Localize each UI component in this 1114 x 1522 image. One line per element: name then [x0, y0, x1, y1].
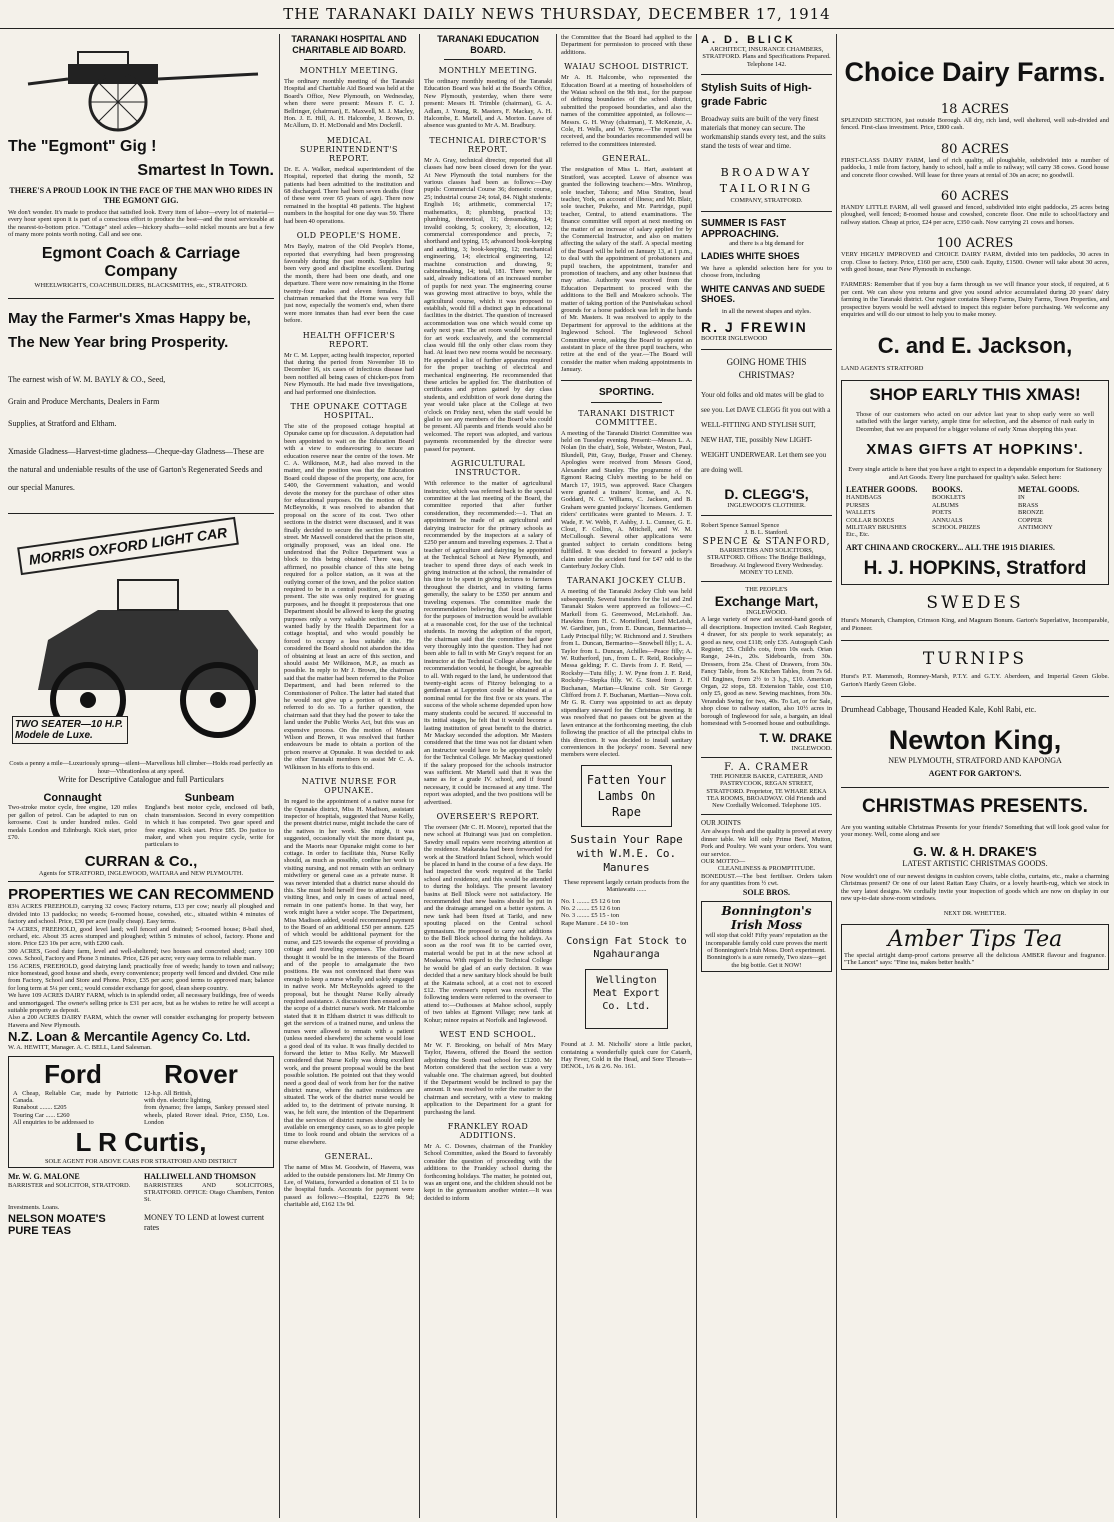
category-head: LEATHER GOODS. [846, 484, 918, 494]
morris-banner: MORRIS OXFORD LIGHT CAR [17, 517, 239, 575]
bayly-line: Grain and Produce Merchants, Dealers in Farm [8, 397, 160, 407]
ladies-head: LADIES WHITE SHOES [701, 251, 800, 262]
column-rule [419, 34, 420, 1518]
jackson-sub: LAND AGENTS STRATFORD [841, 364, 924, 372]
egmont-headline: The "Egmont" Gig ! [8, 138, 157, 155]
category-item: BOOKLETS [932, 494, 966, 502]
swedes-body: Hurst's Monarch, Champion, Crimson King, and Magnum Bonum. Garton's Superlative, Incomparable, and Pioneer. [841, 617, 1109, 632]
farm-body: HANDY LITTLE FARM, all well grassed and fenced, subdivided into eight paddocks, 25 acres being ploughed, well fenced; 8-roomed house and cowshed, concrete floor. One mile to school/factory and railway station. Cheap at price, £24 per acre, £350 cash. Now carrying 21 cows and horses. [841, 204, 1109, 226]
section-head: TECHNICAL DIRECTOR'S REPORT. [429, 135, 547, 154]
investments-line: Investments. Loans. [8, 1203, 60, 1211]
cramer-name: F. A. CRAMER [724, 761, 809, 773]
fatten-ad: Fatten Your Lambs On Rape [586, 772, 667, 819]
frewin-sub: BOOTER INGLEWOOD [701, 335, 768, 343]
section-head: OLD PEOPLE'S HOME. [296, 231, 402, 241]
farmers-note: FARMERS: Remember that if you buy a farm through us we will finance your stock, if required, at 6 per cent. We can show you returns and give you sound advice accumulated during 20 years' dairy farming in the Taranaki district. Our register contains Sheep Farms, Dairy Farms, Town Properties, and prospective buyers would be well advised to inspect this register before purchasing. We welcome any enquiries and will do our utmost to help you to make money. [841, 281, 1109, 319]
category-item: PURSES [846, 501, 870, 509]
swedes-head: SWEDES [926, 593, 1024, 614]
property-item: 300 ACRES, Good dairy farm, level and well-sheltered; two houses and concreted shed; carry 100 cows. School, Factory and Phone 3 minutes. Price, £26 per acre; very easy terms to reliable man. [8, 947, 274, 963]
stylish-body: Broadway suits are built of the very finest materials that money can secure. The workmanship stands every test, and the suits stand the tests of wear and time. [701, 115, 826, 151]
article-paragraph: The overseer (Mr C. H. Moore), reported that the new school at Huirangi was just on completion. Sawdry small repairs were receiving attention at the residence. Makaraka had been forwarded for work at the Stratford Infant School, which would be placed in hand in the course of a few days. He had inspected the work required at the Tariki school and residence, and this would be attended to during the holidays. The present lavatory basins at Bell Block were not satisfactory. He recommended that new basins should be put in and the drainage arranged on a better system. A new tank had been fixed at Tariki, and new spouting placed on the Central school gymnasium. He proposed to carry out additions to the Bell Block school during the holidays. As soon as the roof was fit to be carried over, material would be put in at the new school at Moakaroa. With regard to the Technical College he would be glad of an early decision. It was decided that a new sanitary block should be built at the Kaimata school, at a cost not to exceed £12. The overseer's report was received. The following tenders were referred to the overseer to attend to:—Outhouses at Mahoe school, supply of two tables at Egmont Village; new tank at Kohur; minor repairs at Norfolk and Inglewood. [424, 823, 552, 1024]
article-paragraph: Mr A. C. Downes, chairman of the Frankley School Committee, asked the Board to favorably consider the question of proceeding with the additions to the Frankley school during the forthcoming holidays. The matter, he pointed out, was an urgent one, and the children should not be kept in the gymnasium another winter.—It was decided to inform [424, 1143, 552, 1202]
price-row: No. 1 ........ £5 12 6 ton [561, 897, 621, 905]
canvas-head: WHITE CANVAS AND SUEDE SHOES. [701, 283, 826, 304]
drake-sub: INGLEWOOD. [791, 745, 832, 753]
exchange-name: Exchange Mart, [714, 592, 819, 609]
bayly-line: The earnest wish of W. M. BAYLY & CO., Seed, [8, 375, 166, 385]
section-head: THE OPUNAKE COTTAGE HOSPITAL. [290, 402, 408, 420]
connaught-head: Connaught [43, 792, 102, 805]
curtis-sub: SOLE AGENT FOR ABOVE CARS FOR STRATFORD AND DISTRICT [45, 1157, 237, 1165]
drakes-sub: LATEST ARTISTIC CHRISTMAS GOODS. [902, 859, 1048, 869]
art-line: ART CHINA AND CROCKERY... ALL THE 1915 DIARIES. [846, 542, 1055, 552]
farm-head: 18 ACRES [940, 102, 1010, 117]
category-item: HANDBAGS [846, 494, 882, 502]
section-head: WEST END SCHOOL. [439, 1029, 537, 1039]
sunbeam-body: England's best motor cycle, enclosed oil bath, chain transmission. Second in every competition in which it has competed. Two gear speed and free engine. Kick start. Price £85. Do justice to maker, and when you require cycle, write for particulars to [145, 804, 274, 849]
price-row: Rape Manure . £4 10 - ton [561, 919, 629, 927]
drake-name: T. W. DRAKE [759, 731, 832, 746]
gifts-body: Every single article is here that you have a right to expect in a dependable emporium for Stationery and Art Goods. Every line purchased for quality's sake. Select here: [848, 466, 1102, 481]
nz-loan-sub: W. A. HEWITT, Manager. A. C. BELL, Land Salesman. [8, 1044, 152, 1052]
gifts-head: XMAS GIFTS AT HOPKINS'. [866, 441, 1084, 459]
category-item: Etc., Etc. [846, 531, 870, 539]
newest-line: in all the newest shapes and styles. [722, 307, 811, 315]
bonedust-line: BONEDUST.—The best fertiliser. Orders taken for any quantities from ½ cwt. [701, 872, 832, 888]
egmont-company: Egmont Coach & Carriage Company [41, 244, 241, 280]
malone-name: Mr. W. G. MALONE [8, 1172, 80, 1182]
section-head: MONTHLY MEETING. [299, 66, 399, 75]
property-item: 156 ACRES, FREEHOLD, good dairying land; practically free of weeds; handy to town and railway; nice homestead, good house and sheds, every convenience; property well fenced and divided. One mile from Factory, School and Store and Phone. Price, £35 per acre; good terms to approved man; balance for long term at 5¼ per cent.; would consider exchange for good, clean sheep country. [8, 962, 274, 992]
bayly-line: Supplies, at Stratford and Eltham. [8, 419, 117, 429]
money-to-lend: MONEY TO LEND at lowest current rates [144, 1213, 265, 1232]
category-item: COLLAR BOXES [846, 516, 895, 524]
section-head: HEALTH OFFICER'S REPORT. [302, 330, 396, 349]
category-item: ANTIMONY [1018, 524, 1053, 532]
category-item: ALBUMS [932, 501, 959, 509]
shop-early-body: Those of our customers who acted on our advice last year to shop early were so well satisfied with the larger variety, ample time for selection, and the absence of rush early in December, that we are prepared for a bigger volume of early Xmas shopping this year. [856, 410, 1094, 433]
farm-head: 80 ACRES [940, 141, 1010, 157]
rover-line: with dyn. electric lighting, [144, 1097, 212, 1104]
farm-body: FIRST-CLASS DAIRY FARM, land of rich quality, all ploughable, subdivided into a number of paddocks, 1 mile from factory, handy to school, half a mile to railway; will carry 38 cows. Good house and concrete floor cowshed. Will lease for three years at rental of 30s an acre; no goodwill. [841, 156, 1109, 179]
farm-body: VERY HIGHLY IMPROVED and CHOICE DAIRY FARM, divided into ten paddocks, 30 acres in crop. Close to factory. Price, £160 per acre, £500 cash. Equity, £1500. Owner will take about 30 acres, with good house, near New Plymouth in exchange. [841, 251, 1109, 274]
gig-illustration [8, 34, 274, 134]
rover-line: 12-h.p. All British, [144, 1089, 193, 1097]
xmas-headline: May the Farmer's Xmas Happy be, The New Year bring Prosperity. [8, 310, 251, 352]
article-paragraph: The site of the proposed cottage hospital at Opunake came up for discussion. A deputation had been appointed to wait on the Education Board with a view to endeavouring to secure an education reserve near the centre of the town. Mr C. A. Wilkinson, M.P., had also moved in the matter, and the position was that the Education Board could dispose of the property, one acre, for £400, the Government valuation, and would devote the money for the purchase of other sites for educational purposes. On the motion of Mr McBeynolds, it was resolved to abandon that proposal on the score of its cost. Two other sections in the district were discussed, and it was finally decided to secure the section in Domett street. Mr Maxwell considered that the prison site, originally proposed, was an ideal one. He understood that the Police Department was a block to this being obtained. There was, he affirmed, no possible chance of this site being required for a police station, as it was at the outlying corner of the town, and the police station required to be in a central position, as it was at present. The site was only required for grazing purposes, and he thought it preposterous that one Department should be allowed to keep the grazing purposes only a very valuable section, that was wanted badly by the Health Department for a cottage hospital, and who would possibly be forced to occupy a less suitable site. He considered the Board should not abandon the idea of obtaining at least an acre of this section, and should assist Mr Wilkinson, M.P., as much as possible. In reply to Mr J. Brown, the chairman said that the matter had been referred to the Police Department, and had been referred to the Commissioner of Police. The latter had stated that he would not give up a portion of it without referred to do so. To a further question, the chairman said that they had the power to take the land under the Public Works Act, but this was an expensive process. On the motion of Messrs Wilson and Brown, it was resolved that further endeavours be made to obtain a portion of the prison reserve at Opunake. It was decided to ask the other Taranaki members to assist Mr C. A. Wilkinson in his efforts to this end. [284, 423, 414, 771]
cramer-sub: THE PIONEER BAKER, CATERER, AND PASTRYCOOK, REGAN STREET, STRATFORD. Proprietor, TE WHARE REKA TEA ROOMS, BROADWAY. Old Friends and New Cordially Welcomed. Telephone 105. [706, 772, 827, 810]
section-head: FRANKLEY ROAD ADDITIONS. [447, 1122, 529, 1140]
category-head: BOOKS. [932, 484, 963, 494]
curtis-name: L R Curtis, [75, 1126, 207, 1157]
morris-cta: Write for Descriptive Catalogue and full Particulars [58, 774, 224, 784]
section-head: AGRICULTURAL INSTRUCTOR. [450, 459, 526, 478]
motto-body: CLEANLINESS & PROMPTITUDE. [717, 865, 816, 873]
category-item: MILITARY BRUSHES [846, 524, 907, 532]
property-item: 74 ACRES, FREEHOLD, good level land; well fenced and drained; 5-roomed house; 8-bail shed, orchard, etc. About 35 acres stumped and ploughed; within 5 minutes of school, factory. Phone and store. Price £23 10s per acre, with £200 cash. [8, 925, 274, 948]
clegg-name: D. CLEGG'S, [724, 485, 809, 502]
drumhead-line: Drumhead Cabbage, Thousand Headed Kale, Kohl Rabi, etc. [841, 705, 1037, 714]
category-item: ANNUALS [932, 516, 963, 524]
morris-body: Costs a penny a mile—Luxuriously sprung—silent—Marvellous hill climber—Holds road perfectly an hour—Vibrationless at any speed. [9, 760, 273, 775]
turnips-body: Hurst's P.T. Mammoth, Romney-Marsh, P.T.Y. and G.T.Y. Aberdeen, and Imperial Green Globe. Garton's Hardy Green Globe. [841, 673, 1109, 688]
section-head: WAIAU SCHOOL DISTRICT. [564, 62, 689, 72]
article-paragraph: A meeting of the Taranaki Jockey Club was held subsequently. Several transfers for the 1st and 2nd Taranaki Stakes were approved as follows:—C. Markell from G. Greenwood, McLeishoff. Jas. Hawkins from H. C. Mortelford, Lord McLeish, W. Gardiner, jun., from E. Duncan, Benmarino—Lady Principal filly; W. Richmond and J. Struthers from L. Duncan, Bermarino—Snowbell filly; L. A. Taylor from L. Duncan, Achilles—Peace filly; A. W. Rutherford, jun., from L. F. Reid, Rocksby—Messa gelding; F. C. Davis from J. F. Reid, —Rocksby—Tutu filly; J. W. Pyne from J. F. Reid, Rocksby—Siepka filly. W. G. Steed from J. F. Buchanan, Martian—Ukraine colt. Sir George Clifford from J. F. Buchanan, Martian—Nova colt. Mr G. R. Curry was appointed to act as deputy stipendiary steward for the Christmas meeting. It was resolved that no passes out be given at the lawn entrance at the forthcoming meeting, the club following the practice of all the principal clubs in this direction. It was decided to install sanitary conveniences in the jockeys' room. Several new members were elected. [561, 588, 692, 759]
choice-head: Choice Dairy Farms. [844, 57, 1106, 87]
section-head: GENERAL. [602, 154, 651, 164]
section-head: TARANAKI JOCKEY CLUB. [566, 576, 687, 586]
going-body: Your old folks and old mates will be glad to see you. Let DAVE CLEGG fit you out with a WELL-FITTING AND STYLISH SUIT, NEW HAT, TIE, possibly New LIGHT-WEIGHT UNDERWEAR. Let them see you are doing well. [701, 390, 831, 474]
newton-sub: NEW PLYMOUTH, STRATFORD AND KAPONGA [888, 755, 1062, 765]
sporting-head: SPORTING. [598, 386, 654, 398]
summer-head: SUMMER IS FAST APPROACHING. [701, 217, 787, 240]
egmont-tagline: THERE'S A PROUD LOOK IN THE FACE OF THE MAN WHO RIDES IN THE EGMONT GIG. [9, 186, 273, 205]
frewin-name: R. J FREWIN [701, 319, 808, 336]
hopkins-name: H. J. HOPKINS, Stratford [863, 558, 1087, 580]
egmont-trades: WHEELWRIGHTS, COACHBUILDERS, BLACKSMITHS, etc., STRATFORD. [34, 281, 248, 289]
property-item: Also a 200 ACRES DAIRY FARM, which the owner will consider exchanging for property between Hawera and New Plymouth. [8, 1014, 274, 1029]
whetter-line: NEXT DR. WHETTER. [943, 910, 1007, 918]
rover-line: from dynamo; five lamps, Sankey pressed steel wheels, plated Rover ideal. Price, £350, Los. London [144, 1104, 269, 1127]
spence-jb: J. B. L. Stanford. [744, 529, 789, 537]
amber-name: Amber Tips Tea [887, 926, 1063, 952]
spence-name: SPENCE & STANFORD, [702, 536, 831, 547]
motto-head: OUR MOTTO— [701, 857, 746, 865]
curran-name: CURRAN & Co., [84, 852, 198, 870]
ford-line: All enquiries to be addressed to [13, 1119, 94, 1127]
christmas-head: CHRISTMAS PRESENTS. [862, 795, 1088, 817]
jackson-name: C. and E. Jackson, [877, 332, 1073, 358]
newton-name: Newton King, [888, 724, 1062, 755]
column-sporting [561, 34, 692, 1518]
article-paragraph: The name of Miss M. Goodwin, of Hawera, was added to the outside pensioners list. Mr Jimmy On Lee, of Waitara, forwarded a donation of £1 1s to the hospital funds. Accounts for payment were passed as follows:—Hospital, £2276 8s 9d; charitable aid, £162 13s 9d. [284, 1164, 414, 1209]
newton-agent: AGENT FOR GARTON'S. [928, 769, 1022, 778]
sustain-ad: Sustain Your Rape with W.M.E. Co. Manures [570, 832, 683, 874]
article-paragraph: A meeting of the Taranaki District Committee was held on Tuesday evening. Present:—Messrs L. A. Nolan (in the chair), Sole, Webster, Weston, Paul, Blundell, Pitt, Gray, Budge, Fraser and Cheney. Apologies were received from Messrs Good, Alexander and Stanley. The programme of the Egmont Racing Club's meeting to be held on March 17, 1915, was approved. Race Chargers were granted a trainers' license, and A. N. Goddard, N. C. Williams, C. Jackson, and B. Graham were granted jockeys' licenses. Gentlemen riders' certificates were granted to Messrs. J. T. Wade, F. W. Webb, F. Ashby, J. L. Cumner, G. E. Clout, F. Collins, A. Mitchell, and W. M. McCullough. Several other applications were granted subject to certain conditions being fulfilled. It was decided to forward a jockey's claim under the accident fund for £47 odd to the Canterbury Jockey Club. [561, 429, 692, 570]
article-paragraph: Mr C. M. Lepper, acting health inspector, reported that during the period from November 18 to December 16, six cases of infectious disease had been notified all being cases of chicken-pox from New Plymouth. He had made five investigations, and had performed one disinfection. [284, 351, 414, 396]
curran-sub: Agents for STRATFORD, INGLEWOOD, WAITARA and NEW PLYMOUTH. [38, 869, 244, 877]
summer-sub: and there is a big demand for [729, 239, 804, 247]
sustain-body: These represent largely certain products from the Maniawatu ...... [563, 878, 690, 894]
amber-sub: The special airtight damp-proof cartons preserve all the delicious AMBER flavour and fragrance. "The Lancet" says: "Fine tea, makes better health." [844, 951, 1106, 967]
drakes-body: Now wouldn't one of our newest designs in cushion covers, table cloths, curtains, etc., make a charming Christmas present? Or one of our latest Rattan Easy Chairs, or a lovely hearth-rug, which we stock in the very latest designs. We cordially invite your inspection of goods which are now on display in our new up-to-date show-room windows. [841, 872, 1109, 903]
peoples-line: THE PEOPLE'S [745, 585, 788, 593]
bonnington-body: will stop that cold! Fifty years' reputation as the incomparable family cold cure proves the merit of Bonnington's Irish Moss. Don't experiment. Bonnington's is a sure remedy, Two sizes—get the big bottle. Get it NOW! [705, 932, 828, 969]
ford-title: Ford [44, 1058, 102, 1089]
sunbeam-head: Sunbeam [184, 792, 235, 805]
ad-paragraph: Found at J. M. Nicholls' store a little packet, containing a wonderfully quick cure for Catarrh, Hay Fever, Cold in the Head, and Sore Throats—DENOL, 1/6 & 2/6. No. 161. [561, 1041, 692, 1071]
spence-names: Robert Spence Samuel Spence [701, 522, 780, 530]
article-paragraph: Mr W. F. Brooking, on behalf of Mrs Mary Taylor, Hawera, offered the Board the section adjoining the South road school for £1200. Mr Morton considered that the section was a very valuable one. The chairman agreed, but doubted if the Department would be inclined to pay the amount. It was resolved to refer the matter to the chairman and secretary, with a view to making application to the Department for a grant for purchasing the land. [424, 1041, 552, 1116]
ladies-body: We have a splendid selection here for you to choose from, including [701, 265, 832, 280]
article-paragraph: With reference to the matter of agricultural instructor, which was referred back to the special committee at the last meeting of the Board, the committee reported that after further consideration, they recommended:—1. That an appointment be made of an agricultural and dairying instructor for the primary schools as recommended by the inspectors at a salary of £250 per annum and traveling expenses. 2. That a teacher of agriculture and dairying be appointed at the Technical School at New Plymouth, and teacher to spend three days of each week in giving instruction at the school, the remainder of his time to be spent in giving lectures to farmers throughout the district, and in visiting farms generally, the salary to be £350 per annum and traveling expenses. The committee made the recommendation believing that local sufficient for the purposes of instruction would be available at a reasonable cost, for the use of the technical students. In moving the adoption of the report, the chairman said that the committee had gone very thoroughly into the question. They had not been able to fall in with Mr Gray's request for an instructor at the Technical College alone, but the recommendation would, he thought, be agreeable to all. With regard to the land, he understood that twenty-eight acres of Fitzroy belonging to a gentleman at Leppreton could be obtained at a nominal rental for the first five or six years. The success of the whole scheme depended upon how many students could be secured. If successful in its initial stages, he felt that it would become a lasting institution of great benefit to the district. Mr Mackay seconded the adoption. Mr Masters considered that the time was not far distant when an instructor would have to be appointed solely for the Technical College. Mr Mackay questioned if the salary proposed for the schools instructor was sufficient. Mr Martell said that it was the same as for a grade IV. school, and if found necessary, it could be increased at any time. The report was adopted, and the two positions will be advertised. [424, 480, 552, 806]
masthead: THE TARANAKI DAILY NEWS THURSDAY, DECEMBER 17, 1914 [0, 0, 1114, 29]
column-education-board [424, 34, 552, 1518]
consign-ad: Consign Fat Stock to Ngahauranga [566, 936, 687, 961]
article-paragraph: Mr A. Gray, technical director, reported that all classes had now been closed down for the year. At New Plymouth the total numbers for the various classes had been as follows:—Day pupils: Commercial Course 36; domestic course, 25; industrial course 24; total, 84. Night students: English 16; arithmetic, commercial 17; mathematics, 8; plumbing, practical 13; plumbing, theoretical, 11; dressmaking, 14; invalid cooking, 5; cookery, 3; elocution, 12; commercial correspondence and precis, 7; shorthand and typing, 15; advanced book-keeping and auditing, 3; book-keeping, 12; mechanical engineering, 14; electrical engineering, 12; machine construction and drawing, 9; cabinetmaking, 14; total, 181. There were, he said, already indications of an increased number of pupils for next year. The engineering course was growing most attractive to boys, while the agricultural course, which it was proposed to establish, would fill a distinct gap in educational facilities in the district. The question of increased accommodation was one which would come up early next year. The art room would be required for art work exclusively, and the commercial class would fill the only other class room they had. At least two new rooms would be necessary. He appended a list of further apparatus required for the proper teaching of electrical and mechanical engineering. He recommended that these articles be applied for. The distribution of certificates and prizes gained by day class students, and exhibition of work done during the year would take place at the College at two o'clock on Friday next, when the staff would be glad to see any members of the Board who could be present. All parents and friends would also be welcomed. The report was adopted, and various payments recommended by the director were passed for payment. [424, 156, 552, 453]
ford-line: Runabout ........ £205 [13, 1104, 67, 1112]
article-paragraph: Mrs Bayly, matron of the Old People's Home, reported that everything had been progressing favorably during the past month. Supplies had been very good and discipline excellent. During the month, there had been one death, and one departure. There were now remaining in the Home twenty-four males and eleven females. The chairman remarked that the Home was very full just now, especially the women's end, when there were more inmates than had ever been the case before. [284, 243, 414, 325]
section-head: GENERAL. [324, 1152, 374, 1162]
morris-badge: TWO SEATER—10 H.P. Modele de Luxe. [12, 716, 128, 744]
drakes-name: G. W. & H. DRAKE'S [913, 844, 1037, 860]
column-hospital-board [284, 34, 414, 1518]
blick-sub: ARCHITECT, INSURANCE CHAMBERS, STRATFORD. Plans and Specifications Prepared. Telephone 142. [702, 46, 831, 68]
sole-bros: SOLE BROS. [742, 887, 791, 897]
clegg-sub: INGLEWOOD'S CLOTHIER. [727, 501, 806, 509]
article-paragraph: In regard to the appointment of a native nurse for the Opunake district, Miss H. Madison, assistant inspector of hospitals, suggested that Nurse Kelly, the present district nurse, might include the care of the natives in her work. She might, it was suggested, occasionally visit the more distant pa, and the Maoris near Opunake might come to her cottage. In order to facilitate this, Nurse Kelly should, as much as possible, confine her work to visiting nursing, and not remain with an ordinary midwifery or general case as a private nurse. It was never intended that a district nurse should do this. She must hold herself free to attend cases of visiting lines, and only in cases of actual need, remain in one patient's home. In that way, her work might have a wider scope. The Department, Miss Madison added, would recommend payment to the Board of an additional £50 per annum. £25 of which would be additional payment for the nurse, and £25 towards the expense of providing a cottage and traveling expenses. The chairman thought it would be in the interests of the Board and of the people to amalgamate the two positions. He was not convinced that there was enough to keep a nurse wholly and solely engaged in native work. Mr McReynolds agreed to the proposal, but he thought Nurse Kelly already required assistance. A discussion then ensued as to the scope of a district nurse's work. Mr Halcombe stated that it in Eltham district it was difficult to get the services of a trained nurse, and unless the nurses were allowed to remain with a patient (unless needed elsewhere) the scheme would lose a good deal of its value. It was finally decided to forward the letter to Miss Kelly. Mr Maxwell considered that Nurse Kelly was doing excellent work, and the present proposal would be the best possible solution. He pointed out that they would need a good deal of work from her for the native district nurse, where the native residences are situated. The work of the district nurse would be added to, to the detriment of private nursing. It was, he felt sure, the intention of the Department that the services of district nurses should only be available on emergency cases, so as to give people time to look round and obtain the services of a nurse elsewhere. [284, 798, 414, 1146]
exchange-body: A large variety of new and second-hand goods of all descriptions. Inspection invited. Cash Register, 4 drawer, for six people to work separately; as good as new, cost £118; only £35. Autograph Cash Register, £5. Child's cots, from 10s each. Orian Range, 24-in., 20s. Sideboards, from 30s. Dressers, from 25s. Chest of Drawers, from 30s. Fancy Table, from 5s. Kitchen Tables, from 7s 6d. Oil Engines, from 2½ to 3 h.p., £10. American Organ, 22 stops, £8. Extension Table, cost £10, only £5, good as new. Sewing machines, from 30s. Verandah Swing for two, 40s. To Let, or for Sale, shop close to railway station, also 10½ acres in borough of Inglewood for sale, a bargain, an ideal homestead with 5-roomed house and outbuildings. [701, 616, 832, 727]
category-item: BRASS [1018, 501, 1039, 509]
morris-car-ad [8, 520, 274, 760]
gig-icon [8, 34, 274, 134]
egmont-body: We don't wonder. It's made to produce that satisfied look. Every item of labor—every lot of material—every hour spent upon it is part of a conscious effort to produce the best—and the most serviceable at the nearest-to-bottom price. "Cottage" steel axles—hickory shafts—solid nickel mounts are but a few of many more points worth noting. Call and see one. [8, 209, 274, 239]
connaught-body: Two-stroke motor cycle, free engine, 120 miles per gallon of petrol. Can be adapted to run on kerosene. Cost is under hundred miles. Gold medals London and Edinburgh. Kick start, price £70. [8, 804, 137, 842]
spence-sub: BARRISTERS AND SOLICITORS, STRATFORD. Offices: The Bridge Buildings, Broadway. At Inglewood Every Wednesday. MONEY TO LEND. [707, 546, 826, 577]
price-row: No. 2 ........ £5 12 6 ton [561, 904, 621, 912]
going-head: GOING HOME THIS CHRISTMAS? [726, 356, 807, 380]
section-head: NATIVE NURSE FOR OPUNAKE. [301, 777, 397, 796]
nelson-teas: NELSON MOATE'S PURE TEAS [8, 1213, 106, 1238]
property-item: 83¼ ACRES FREEHOLD, carrying 32 cows; Factory returns, £13 per cow; nearly all ploughed and divided into 13 paddocks; no weeds; 6-roomed house, cowshed, etc., situated within 4 minutes of factory and school. Price, £30 per acre (really cheap). Easy terms. [8, 903, 274, 926]
article-paragraph: The ordinary monthly meeting of the Taranaki Education Board was held at the Board's Office, New Plymouth, yesterday, when there were present: Messrs H. Trimble (chairman), G. A. Adlam, J. Young, R. Masters, F. Mackay, A. H. Halcombe, E. Martell, and A. Morton. Leave of absence was granted to Mr A. M. Bradbury. [424, 78, 552, 130]
bonnington-name: Bonnington's Irish Moss [721, 904, 812, 933]
price-row: No. 3 ........ £5 15 - ton [561, 912, 620, 920]
farm-head: 100 ACRES [936, 236, 1014, 252]
article-paragraph: Dr. E. A. Walker, medical superintendent of the Hospital, reported that during the month, 52 patients had been admitted to the institution and 68 discharged. There had been seven deaths (four of these were over 65 years of age). There now remained in the hospital 48 patients. The highest numbers in the hospital for one day was 59. There had been 40 operations. [284, 165, 414, 225]
article-paragraph: The resignation of Miss L. Hart, assistant at Stratford, was accepted. Leave of absence was granted the following teachers:—Mrs. Winthrop, sole teacher, Tahora; and Miss Stratton, head teacher, York, on account of illness; and Mr. Blair, sole teacher, Pukeho, and Mr. Partridge, pupil teacher, Central, to attend examinations. The finance committee will report at next meeting on the matter of an increase of salary applied for by the Commercial Instructor, and also on matters affecting the salary of the staff. A special meeting of the Board will be held on January 13, at 1 p.m., to deal with the appointment of probationers and pupil teachers, the appointment, transfer and promotion of teachers, and any other business that may arise. Authority was received from the Education Department to proceed with the additions to the Bell and Moakoro schools. The matter of taking portion of the Puniwhakau school grounds for a horse paddock was left in the hands of Mr. Masters. It was resolved to apply to the Department for approval to the additions at the Inglewood School. The Inglewood School Committee wrote, asking the Board to appoint an assistant in place of the three pupil teachers, who retire at the end of the year.—The Board will consider the matter when making appointments in January. [561, 166, 692, 374]
farm-head: 60 ACRES [940, 189, 1010, 205]
section-head: MONTHLY MEETING. [438, 66, 538, 75]
category-item: IN [1018, 494, 1025, 502]
wellington-ad: Wellington Meat Export Co. Ltd. [593, 975, 660, 1013]
column-rule [836, 34, 837, 1518]
category-item: SCHOOL PRIZES [932, 524, 981, 532]
blick-name: A. D. BLICK [701, 34, 796, 46]
column-rule [279, 34, 280, 1518]
article-paragraph: The ordinary monthly meeting of the Taranaki Hospital and Charitable Aid Board was held at the Board's Office, New Plymouth, on Wednesday, when there were present: Messrs F. C. J. Bellringer, (chairman), E. Maxwell, M. J. Macley, Hon. J. E. Hill, A. H. Halcombe, J. Brown, D. McAllum, D. H. McDonald and Mrs Dockrill. [284, 78, 414, 130]
halliwell-sub: BARRISTERS AND SOLICITORS, STRATFORD. OFFICE: Otago Chambers, Fenton St. [144, 1181, 274, 1204]
properties-head: PROPERTIES WE CAN RECOMMEND [8, 886, 274, 904]
property-item: We have 109 ACRES DAIRY FARM, which is in splendid order, all necessary buildings, free of weeds and unmortgaged. The owner's selling price is £31 per acre, but as he wishes to retire he will accept a suitable property as deposit. [8, 992, 274, 1014]
section-head: OVERSEER'S REPORT. [436, 811, 540, 821]
rover-title: Rover [164, 1058, 238, 1089]
christmas-body: Are you wanting suitable Christmas Presents for your friends? Something that will look good value for your money. Well, come along and see [841, 823, 1109, 838]
turnips-head: TURNIPS [922, 649, 1028, 670]
article-paragraph: the Committee that the Board had applied to the Department for permission to proceed with these additions. [561, 34, 692, 56]
category-item: WALLETS [846, 509, 876, 517]
bayly-body: Xmaside Gladness—Harvest-time gladness—Cheque-day Gladness—These are the natural and undeniable results of the use of Garton's Regenerated Seeds and our special Manures. [8, 447, 264, 493]
column-ads-left [8, 34, 274, 1518]
column-rule [556, 34, 557, 1518]
column-ads-mid [701, 34, 832, 1518]
column-ads-right [841, 34, 1109, 1518]
joints-head: OUR JOINTS [701, 818, 741, 827]
article-paragraph: Mr A. H. Halcombe, who represented the Education Board at a meeting of householders of the Waiau school on the 9th inst., for the purpose of defining boundaries of the school district, submitted the proposed boundaries, and also the names of the committee appointed, as follows:—Messrs. G. H. Wray (chairman), T. McKenzie, A. Cole, H. Wells, and W. Syme.—The report was received, and the boundaries recommended will be referred to the committees interested. [561, 74, 692, 148]
section-head: TARANAKI DISTRICT COMMITTEE. [578, 408, 675, 427]
exchange-sub: INGLEWOOD. [746, 608, 787, 616]
column-rule [696, 34, 697, 1518]
joints-body: Are always fresh and the quality is proved at every dinner table. We kill only Prime Beef, Mutton, Pork and Poultry. We want your orders. You want our service. [701, 828, 832, 858]
category-head: METAL GOODS. [1018, 484, 1080, 494]
egmont-subheadline: Smartest In Town. [137, 162, 274, 179]
article-headline: TARANAKI HOSPITAL AND CHARITABLE AID BOARD. [291, 34, 407, 55]
section-head: MEDICAL SUPERINTENDENT'S REPORT. [299, 135, 399, 163]
category-item: BRONZE [1018, 509, 1044, 517]
nz-loan: N.Z. Loan & Mercantile Agency Co. Ltd. [8, 1029, 251, 1045]
broadway-name: BROADWAY TAILORING [719, 166, 814, 196]
article-headline: TARANAKI EDUCATION BOARD. [437, 34, 539, 55]
halliwell-name: HALLIWELL AND THOMSON [144, 1172, 256, 1182]
stylish-head: Stylish Suits of High-grade Fabric [701, 82, 812, 109]
ford-line: A Cheap, Reliable Car, made by Patriotic Canada. [13, 1089, 138, 1104]
category-item: COPPER [1018, 516, 1043, 524]
malone-sub: BARRISTER and SOLICITOR, STRATFORD. [8, 1181, 131, 1189]
shop-early-head: SHOP EARLY THIS XMAS! [869, 384, 1081, 404]
farm-body: SPLENDID SECTION, just outside Borough. All dry, rich land, well sheltered, well sub-divided and fenced. First-class investment. Price, £800 cash. [841, 117, 1109, 132]
broadway-sub: COMPANY, STRATFORD. [730, 197, 803, 205]
ford-line: Touring Car ...... £260 [13, 1111, 70, 1119]
category-item: POETS [932, 509, 952, 517]
